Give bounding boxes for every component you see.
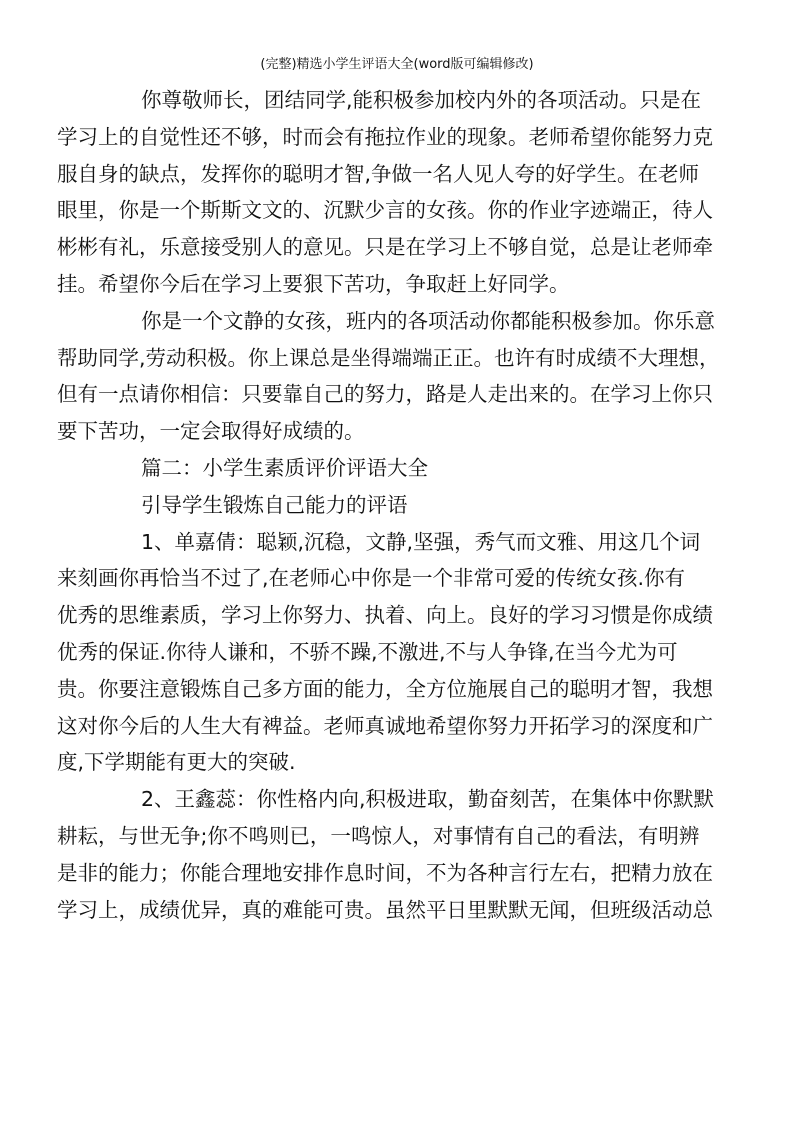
text-line: 要下苦功，一定会取得好成绩的。 xyxy=(57,419,365,444)
text-line: 优秀的保证.你待人谦和，不骄不躁,不激进,不与人争锋,在当今尤为可 xyxy=(57,639,678,664)
text-line: 但有一点请你相信：只要靠自己的努力，路是人走出来的。在学习上你只 xyxy=(57,382,713,407)
text-line: 学习上，成绩优异，真的难能可贵。虽然平日里默默无闻，但班级活动总 xyxy=(57,897,713,922)
text-line: 篇二：小学生素质评价评语大全 xyxy=(141,455,428,480)
page-header: (完整)精选小学生评语大全(word版可编辑修改) xyxy=(260,57,534,72)
text-line: 耕耘，与世无争;你不鸣则已，一鸣惊人，对事情有自己的看法，有明辨 xyxy=(57,823,700,848)
text-line: 彬彬有礼，乐意接受别人的意见。只是在学习上不够自觉，总是让老师牵 xyxy=(57,235,713,260)
text-line: 眼里，你是一个斯斯文文的、沉默少言的女孩。你的作业字迹端正，待人 xyxy=(57,198,713,223)
text-line: 学习上的自觉性还不够，时而会有拖拉作业的现象。老师希望你能努力克 xyxy=(57,124,713,149)
text-line: 2、王鑫蕊：你性格内向,积极进取，勤奋刻苦，在集体中你默默 xyxy=(141,787,715,812)
text-line: 挂。希望你今后在学习上要狠下苦功，争取赶上好同学。 xyxy=(57,271,570,296)
text-line: 度,下学期能有更大的突破. xyxy=(57,750,296,775)
text-line: 你尊敬师长，团结同学,能积极参加校内外的各项活动。只是在 xyxy=(141,88,702,112)
text-line: 1、单嘉倩：聪颖,沉稳，文静,坚强，秀气而文雅、用这几个词 xyxy=(141,529,701,554)
text-line: 你是一个文静的女孩，班内的各项活动你都能积极参加。你乐意 xyxy=(141,308,715,333)
text-line: 这对你今后的人生大有裨益。老师真诚地希望你努力开拓学习的深度和广 xyxy=(57,713,713,738)
text-line: 优秀的思维素质，学习上你努力、执着、向上。良好的学习习惯是你成绩 xyxy=(57,603,713,628)
text-line: 贵。你要注意锻炼自己多方面的能力，全方位施展自己的聪明才智，我想 xyxy=(57,676,713,701)
text-line: 引导学生锻炼自己能力的评语 xyxy=(141,492,408,517)
document-body xyxy=(57,82,741,928)
text-line: 是非的能力；你能合理地安排作息时间，不为各种言行左右，把精力放在 xyxy=(57,860,713,885)
text-line: 帮助同学,劳动积极。你上课总是坐得端端正正。也许有时成绩不大理想， xyxy=(57,345,720,370)
text-line: 来刻画你再恰当不过了,在老师心中你是一个非常可爱的传统女孩.你有 xyxy=(57,566,686,591)
text-line: 服自身的缺点，发挥你的聪明才智,争做一名人见人夸的好学生。在老师 xyxy=(57,161,700,186)
